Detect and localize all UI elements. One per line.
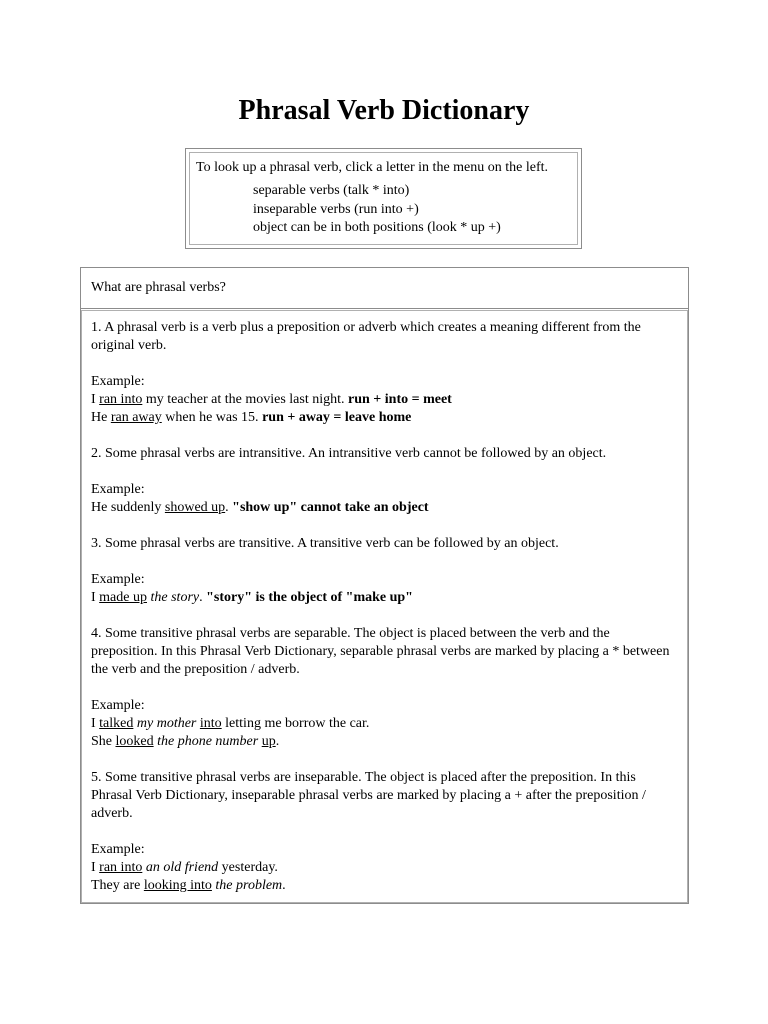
phrasal-verb: looking into: [143, 878, 212, 893]
example-text: I: [91, 590, 100, 605]
page-title: Phrasal Verb Dictionary: [238, 95, 530, 126]
instructions-inner: [189, 152, 578, 245]
example-text: yesterday.: [218, 860, 278, 875]
example-label: Example:: [91, 374, 145, 389]
paragraph-1: 1. A phrasal verb is a verb plus a preposition or adverb which creates a meaning different from the original verb.: [91, 320, 641, 353]
legend-item-separable: separable verbs (talk * into): [253, 183, 410, 198]
example-object: the problem: [215, 878, 283, 893]
example-object: the story: [150, 590, 200, 605]
example-3: [91, 571, 677, 607]
example-text: .: [282, 878, 286, 893]
example-text: I: [91, 860, 100, 875]
example-text: I: [91, 716, 100, 731]
example-object: my mother: [136, 716, 197, 731]
paragraph-4: 4. Some transitive phrasal verbs are separable. The object is placed between the verb and the preposition. In this Phrasal Verb Dictionary, separable phrasal verbs are marked by placing a * between the verb and the preposition / adverb.: [91, 626, 670, 677]
paragraph-2: 2. Some phrasal verbs are intransitive. An intransitive verb cannot be followed by an object.: [91, 446, 607, 461]
example-text: He: [91, 410, 111, 425]
example-text: my teacher at the movies last night.: [142, 392, 348, 407]
phrasal-verb: ran into: [99, 392, 143, 407]
example-text: .: [199, 590, 207, 605]
example-text: letting me borrow the car.: [221, 716, 370, 731]
legend-item-both: object can be in both positions (look * up +): [253, 220, 501, 235]
example-label: Example:: [91, 572, 145, 587]
example-4: [91, 697, 677, 751]
instructions-intro: To look up a phrasal verb, click a letter in the menu on the left.: [196, 160, 549, 175]
example-note: "story" is the object of "make up": [206, 590, 413, 605]
instructions-box: [185, 148, 582, 249]
legend-item-inseparable: inseparable verbs (run into +): [253, 201, 419, 217]
example-text: .: [225, 500, 233, 515]
example-label: Example:: [91, 698, 145, 713]
phrasal-verb: ran into: [99, 860, 143, 875]
content-table: [80, 267, 689, 904]
section-body: [81, 310, 688, 903]
example-object: an old friend: [145, 860, 219, 875]
phrasal-verb: showed up: [164, 500, 226, 515]
example-text: .: [275, 734, 280, 749]
example-5: [91, 841, 677, 895]
phrasal-verb: looked: [115, 734, 154, 749]
example-object: the phone number: [157, 734, 259, 749]
phrasal-particle: into: [199, 716, 222, 731]
paragraph-3: 3. Some phrasal verbs are transitive. A transitive verb can be followed by an object.: [91, 536, 559, 551]
example-2: [91, 481, 677, 517]
legend-list: [196, 182, 571, 238]
section-heading: What are phrasal verbs?: [81, 268, 688, 309]
phrasal-verb: made up: [99, 590, 147, 605]
phrasal-verb: ran away: [110, 410, 162, 425]
example-text: They are: [91, 878, 144, 893]
phrasal-verb: talked: [99, 716, 134, 731]
example-note: run + away = leave home: [262, 410, 412, 425]
paragraph-5: 5. Some transitive phrasal verbs are inseparable. The object is placed after the preposition. In this Phrasal Verb Dictionary, inseparable phrasal verbs are marked by placing a + after the preposition / adverb.: [91, 770, 646, 821]
example-text: when he was 15.: [161, 410, 263, 425]
example-1: [91, 373, 677, 427]
example-label: Example:: [91, 482, 145, 497]
example-note: run + into = meet: [348, 392, 452, 407]
phrasal-particle: up: [261, 734, 276, 749]
example-text: He suddenly: [91, 500, 165, 515]
example-label: Example:: [91, 842, 145, 857]
example-note: "show up" cannot take an object: [232, 500, 429, 515]
example-text: She: [91, 734, 116, 749]
example-text: I: [91, 392, 100, 407]
